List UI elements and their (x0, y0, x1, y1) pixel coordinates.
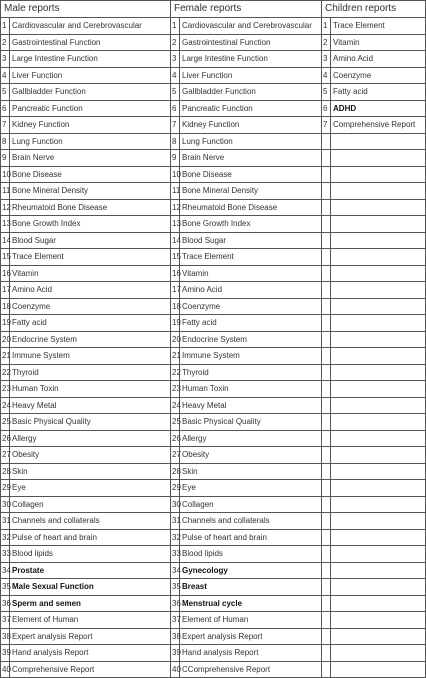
table-row (1, 529, 426, 546)
male-number-cell: 29 (1, 480, 10, 497)
female-report-cell: Coenzyme (180, 298, 322, 315)
male-report-cell: Bone Mineral Density (10, 183, 171, 200)
male-report-cell: Sperm and semen (10, 595, 171, 612)
child-report-cell (331, 513, 426, 530)
male-report-cell: Prostate (10, 562, 171, 579)
reports-table-body (1, 18, 426, 678)
male-number-cell: 11 (1, 183, 10, 200)
female-number-cell: 12 (171, 199, 180, 216)
male-number-cell: 28 (1, 463, 10, 480)
child-number-cell (322, 430, 331, 447)
male-report-cell: Bone Disease (10, 166, 171, 183)
male-number-cell: 10 (1, 166, 10, 183)
male-report-cell: Heavy Metal (10, 397, 171, 414)
child-report-cell (331, 546, 426, 563)
child-report-cell (331, 331, 426, 348)
female-reports-header: Female reports (171, 1, 322, 18)
female-report-cell: Gastrointestinal Function (180, 34, 322, 51)
table-row (1, 133, 426, 150)
female-report-cell: Blood Sugar (180, 232, 322, 249)
child-number-cell (322, 282, 331, 299)
table-row (1, 265, 426, 282)
child-number-cell (322, 249, 331, 266)
child-number-cell (322, 397, 331, 414)
child-report-cell (331, 232, 426, 249)
female-number-cell: 13 (171, 216, 180, 233)
female-report-cell: Amino Acid (180, 282, 322, 299)
table-row (1, 150, 426, 167)
female-number-cell: 16 (171, 265, 180, 282)
female-number-cell: 4 (171, 67, 180, 84)
table-row (1, 331, 426, 348)
male-report-cell: Endocrine System (10, 331, 171, 348)
table-row (1, 18, 426, 35)
table-row (1, 628, 426, 645)
male-number-cell: 17 (1, 282, 10, 299)
male-report-cell: Large Intestine Function (10, 51, 171, 68)
table-row (1, 595, 426, 612)
male-report-cell: Gallbladder Function (10, 84, 171, 101)
female-number-cell: 11 (171, 183, 180, 200)
female-report-cell: Immune System (180, 348, 322, 365)
child-report-cell (331, 216, 426, 233)
male-number-cell: 25 (1, 414, 10, 431)
male-report-cell: Coenzyme (10, 298, 171, 315)
male-number-cell: 8 (1, 133, 10, 150)
table-row (1, 562, 426, 579)
female-report-cell: Liver Function (180, 67, 322, 84)
child-report-cell (331, 496, 426, 513)
child-number-cell (322, 645, 331, 662)
child-number-cell (322, 414, 331, 431)
child-report-cell (331, 249, 426, 266)
male-report-cell: Blood Sugar (10, 232, 171, 249)
male-number-cell: 34 (1, 562, 10, 579)
child-number-cell (322, 348, 331, 365)
female-report-cell: Cardiovascular and Cerebrovascular (180, 18, 322, 35)
male-report-cell: Gastrointestinal Function (10, 34, 171, 51)
child-number-cell: 3 (322, 51, 331, 68)
male-report-cell: Element of Human (10, 612, 171, 629)
female-number-cell: 10 (171, 166, 180, 183)
child-report-cell (331, 562, 426, 579)
female-number-cell: 19 (171, 315, 180, 332)
table-row (1, 612, 426, 629)
table-row (1, 51, 426, 68)
male-number-cell: 5 (1, 84, 10, 101)
female-report-cell: Bone Growth Index (180, 216, 322, 233)
child-number-cell (322, 447, 331, 464)
child-report-cell (331, 579, 426, 596)
male-number-cell: 6 (1, 100, 10, 117)
female-number-cell: 7 (171, 117, 180, 134)
female-number-cell: 27 (171, 447, 180, 464)
male-report-cell: Rheumatoid Bone Disease (10, 199, 171, 216)
table-row (1, 463, 426, 480)
female-report-cell: Trace Element (180, 249, 322, 266)
male-number-cell: 35 (1, 579, 10, 596)
child-number-cell (322, 480, 331, 497)
male-number-cell: 9 (1, 150, 10, 167)
female-report-cell: Collagen (180, 496, 322, 513)
child-number-cell (322, 199, 331, 216)
child-number-cell (322, 331, 331, 348)
female-report-cell: Gynecology (180, 562, 322, 579)
female-number-cell: 21 (171, 348, 180, 365)
male-number-cell: 1 (1, 18, 10, 35)
child-report-cell (331, 298, 426, 315)
child-report-cell (331, 661, 426, 678)
child-report-cell (331, 265, 426, 282)
male-report-cell: Obesity (10, 447, 171, 464)
child-number-cell (322, 628, 331, 645)
female-number-cell: 17 (171, 282, 180, 299)
table-row (1, 546, 426, 563)
child-number-cell (322, 298, 331, 315)
male-report-cell: Pancreatic Function (10, 100, 171, 117)
female-report-cell: Expert analysis Report (180, 628, 322, 645)
table-row (1, 232, 426, 249)
child-report-cell (331, 133, 426, 150)
female-number-cell: 5 (171, 84, 180, 101)
child-number-cell (322, 595, 331, 612)
child-number-cell (322, 496, 331, 513)
male-number-cell: 40 (1, 661, 10, 678)
child-number-cell (322, 381, 331, 398)
table-row (1, 199, 426, 216)
male-number-cell: 4 (1, 67, 10, 84)
child-number-cell (322, 133, 331, 150)
female-report-cell: Human Toxin (180, 381, 322, 398)
child-number-cell (322, 150, 331, 167)
female-number-cell: 33 (171, 546, 180, 563)
table-row (1, 348, 426, 365)
table-row (1, 447, 426, 464)
table-row (1, 661, 426, 678)
table-row (1, 414, 426, 431)
male-report-cell: Blood lipids (10, 546, 171, 563)
male-report-cell: Liver Function (10, 67, 171, 84)
male-report-cell: Bone Growth Index (10, 216, 171, 233)
child-number-cell (322, 265, 331, 282)
child-report-cell (331, 364, 426, 381)
female-number-cell: 18 (171, 298, 180, 315)
male-report-cell: Amino Acid (10, 282, 171, 299)
female-report-cell: Basic Physical Quality (180, 414, 322, 431)
child-report-cell (331, 529, 426, 546)
table-row (1, 430, 426, 447)
female-report-cell: Eye (180, 480, 322, 497)
male-number-cell: 31 (1, 513, 10, 530)
female-report-cell: Pancreatic Function (180, 100, 322, 117)
child-report-cell (331, 199, 426, 216)
male-number-cell: 23 (1, 381, 10, 398)
male-number-cell: 32 (1, 529, 10, 546)
female-number-cell: 25 (171, 414, 180, 431)
child-number-cell (322, 183, 331, 200)
table-row (1, 645, 426, 662)
male-number-cell: 2 (1, 34, 10, 51)
female-report-cell: Kidney Function (180, 117, 322, 134)
child-report-cell (331, 381, 426, 398)
female-report-cell: Fatty acid (180, 315, 322, 332)
table-row (1, 480, 426, 497)
female-report-cell: Skin (180, 463, 322, 480)
female-report-cell: Pulse of heart and brain (180, 529, 322, 546)
table-row (1, 249, 426, 266)
male-report-cell: Pulse of heart and brain (10, 529, 171, 546)
male-report-cell: Kidney Function (10, 117, 171, 134)
child-report-cell: Comprehensive Report (331, 117, 426, 134)
child-report-cell: Fatty acid (331, 84, 426, 101)
female-number-cell: 22 (171, 364, 180, 381)
child-report-cell (331, 463, 426, 480)
table-row (1, 364, 426, 381)
child-number-cell: 6 (322, 100, 331, 117)
female-report-cell: Brain Nerve (180, 150, 322, 167)
female-number-cell: 6 (171, 100, 180, 117)
child-report-cell (331, 348, 426, 365)
male-report-cell: Lung Function (10, 133, 171, 150)
female-report-cell: Breast (180, 579, 322, 596)
table-row (1, 216, 426, 233)
child-number-cell (322, 232, 331, 249)
child-report-cell (331, 480, 426, 497)
male-number-cell: 14 (1, 232, 10, 249)
male-report-cell: Fatty acid (10, 315, 171, 332)
male-report-cell: Male Sexual Function (10, 579, 171, 596)
child-number-cell (322, 529, 331, 546)
male-number-cell: 15 (1, 249, 10, 266)
child-report-cell (331, 166, 426, 183)
child-number-cell (322, 463, 331, 480)
child-report-cell: Coenzyme (331, 67, 426, 84)
male-number-cell: 27 (1, 447, 10, 464)
male-number-cell: 36 (1, 595, 10, 612)
female-report-cell: Large Intestine Function (180, 51, 322, 68)
male-report-cell: Allergy (10, 430, 171, 447)
table-row (1, 397, 426, 414)
child-report-cell (331, 315, 426, 332)
male-number-cell: 30 (1, 496, 10, 513)
male-report-cell: Collagen (10, 496, 171, 513)
child-report-cell (331, 183, 426, 200)
female-report-cell: Obesity (180, 447, 322, 464)
child-number-cell: 1 (322, 18, 331, 35)
male-report-cell: Trace Element (10, 249, 171, 266)
table-row (1, 100, 426, 117)
table-row (1, 34, 426, 51)
male-report-cell: Immune System (10, 348, 171, 365)
female-number-cell: 37 (171, 612, 180, 629)
male-number-cell: 26 (1, 430, 10, 447)
table-row (1, 579, 426, 596)
male-number-cell: 19 (1, 315, 10, 332)
female-number-cell: 40 (171, 661, 180, 678)
female-number-cell: 2 (171, 34, 180, 51)
female-report-cell: Vitamin (180, 265, 322, 282)
children-reports-header: Children reports (322, 1, 426, 18)
child-report-cell (331, 645, 426, 662)
male-number-cell: 7 (1, 117, 10, 134)
female-report-cell: Gallbladder Function (180, 84, 322, 101)
male-number-cell: 3 (1, 51, 10, 68)
child-report-cell (331, 397, 426, 414)
female-number-cell: 8 (171, 133, 180, 150)
male-number-cell: 18 (1, 298, 10, 315)
male-report-cell: Human Toxin (10, 381, 171, 398)
male-number-cell: 13 (1, 216, 10, 233)
female-number-cell: 28 (171, 463, 180, 480)
male-reports-header: Male reports (1, 1, 171, 18)
male-report-cell: Skin (10, 463, 171, 480)
table-row (1, 166, 426, 183)
female-number-cell: 3 (171, 51, 180, 68)
male-report-cell: Thyroid (10, 364, 171, 381)
female-number-cell: 31 (171, 513, 180, 530)
male-report-cell: Expert analysis Report (10, 628, 171, 645)
female-report-cell: Hand analysis Report (180, 645, 322, 662)
table-row (1, 183, 426, 200)
male-number-cell: 21 (1, 348, 10, 365)
table-row (1, 298, 426, 315)
table-row (1, 381, 426, 398)
child-number-cell: 4 (322, 67, 331, 84)
male-report-cell: Brain Nerve (10, 150, 171, 167)
table-row (1, 315, 426, 332)
female-report-cell: CComprehensive Report (180, 661, 322, 678)
female-report-cell: Bone Disease (180, 166, 322, 183)
female-number-cell: 30 (171, 496, 180, 513)
child-number-cell: 2 (322, 34, 331, 51)
child-report-cell: ADHD (331, 100, 426, 117)
child-report-cell: Trace Element (331, 18, 426, 35)
female-report-cell: Heavy Metal (180, 397, 322, 414)
male-number-cell: 39 (1, 645, 10, 662)
female-number-cell: 26 (171, 430, 180, 447)
male-report-cell: Hand analysis Report (10, 645, 171, 662)
female-report-cell: Allergy (180, 430, 322, 447)
male-number-cell: 22 (1, 364, 10, 381)
female-number-cell: 36 (171, 595, 180, 612)
child-report-cell (331, 447, 426, 464)
table-row (1, 117, 426, 134)
child-number-cell (322, 612, 331, 629)
child-report-cell (331, 430, 426, 447)
male-report-cell: Comprehensive Report (10, 661, 171, 678)
table-row (1, 67, 426, 84)
child-number-cell: 5 (322, 84, 331, 101)
male-number-cell: 20 (1, 331, 10, 348)
female-number-cell: 23 (171, 381, 180, 398)
male-number-cell: 33 (1, 546, 10, 563)
female-report-cell: Lung Function (180, 133, 322, 150)
table-row (1, 282, 426, 299)
female-report-cell: Thyroid (180, 364, 322, 381)
table-row (1, 513, 426, 530)
male-report-cell: Channels and collaterals (10, 513, 171, 530)
male-number-cell: 38 (1, 628, 10, 645)
female-number-cell: 15 (171, 249, 180, 266)
header-row (1, 1, 426, 18)
child-number-cell (322, 562, 331, 579)
female-report-cell: Endocrine System (180, 331, 322, 348)
male-number-cell: 24 (1, 397, 10, 414)
child-report-cell (331, 282, 426, 299)
female-number-cell: 35 (171, 579, 180, 596)
child-number-cell (322, 364, 331, 381)
female-number-cell: 34 (171, 562, 180, 579)
male-report-cell: Eye (10, 480, 171, 497)
female-report-cell: Menstrual cycle (180, 595, 322, 612)
male-number-cell: 12 (1, 199, 10, 216)
female-number-cell: 14 (171, 232, 180, 249)
child-report-cell (331, 595, 426, 612)
child-report-cell (331, 628, 426, 645)
female-number-cell: 20 (171, 331, 180, 348)
table-row (1, 496, 426, 513)
male-report-cell: Basic Physical Quality (10, 414, 171, 431)
female-report-cell: Channels and collaterals (180, 513, 322, 530)
female-report-cell: Element of Human (180, 612, 322, 629)
male-number-cell: 16 (1, 265, 10, 282)
child-report-cell: Vitamin (331, 34, 426, 51)
female-number-cell: 38 (171, 628, 180, 645)
female-report-cell: Bone Mineral Density (180, 183, 322, 200)
child-report-cell (331, 150, 426, 167)
child-report-cell (331, 414, 426, 431)
child-number-cell: 7 (322, 117, 331, 134)
female-number-cell: 32 (171, 529, 180, 546)
child-report-cell: Amino Acid (331, 51, 426, 68)
male-report-cell: Vitamin (10, 265, 171, 282)
child-number-cell (322, 166, 331, 183)
female-number-cell: 9 (171, 150, 180, 167)
child-number-cell (322, 661, 331, 678)
female-number-cell: 39 (171, 645, 180, 662)
male-report-cell: Cardiovascular and Cerebrovascular (10, 18, 171, 35)
child-number-cell (322, 513, 331, 530)
female-number-cell: 1 (171, 18, 180, 35)
female-report-cell: Blood lipids (180, 546, 322, 563)
child-number-cell (322, 315, 331, 332)
child-number-cell (322, 546, 331, 563)
child-report-cell (331, 612, 426, 629)
female-report-cell: Rheumatoid Bone Disease (180, 199, 322, 216)
female-number-cell: 29 (171, 480, 180, 497)
child-number-cell (322, 579, 331, 596)
female-number-cell: 24 (171, 397, 180, 414)
male-number-cell: 37 (1, 612, 10, 629)
child-number-cell (322, 216, 331, 233)
table-row (1, 84, 426, 101)
